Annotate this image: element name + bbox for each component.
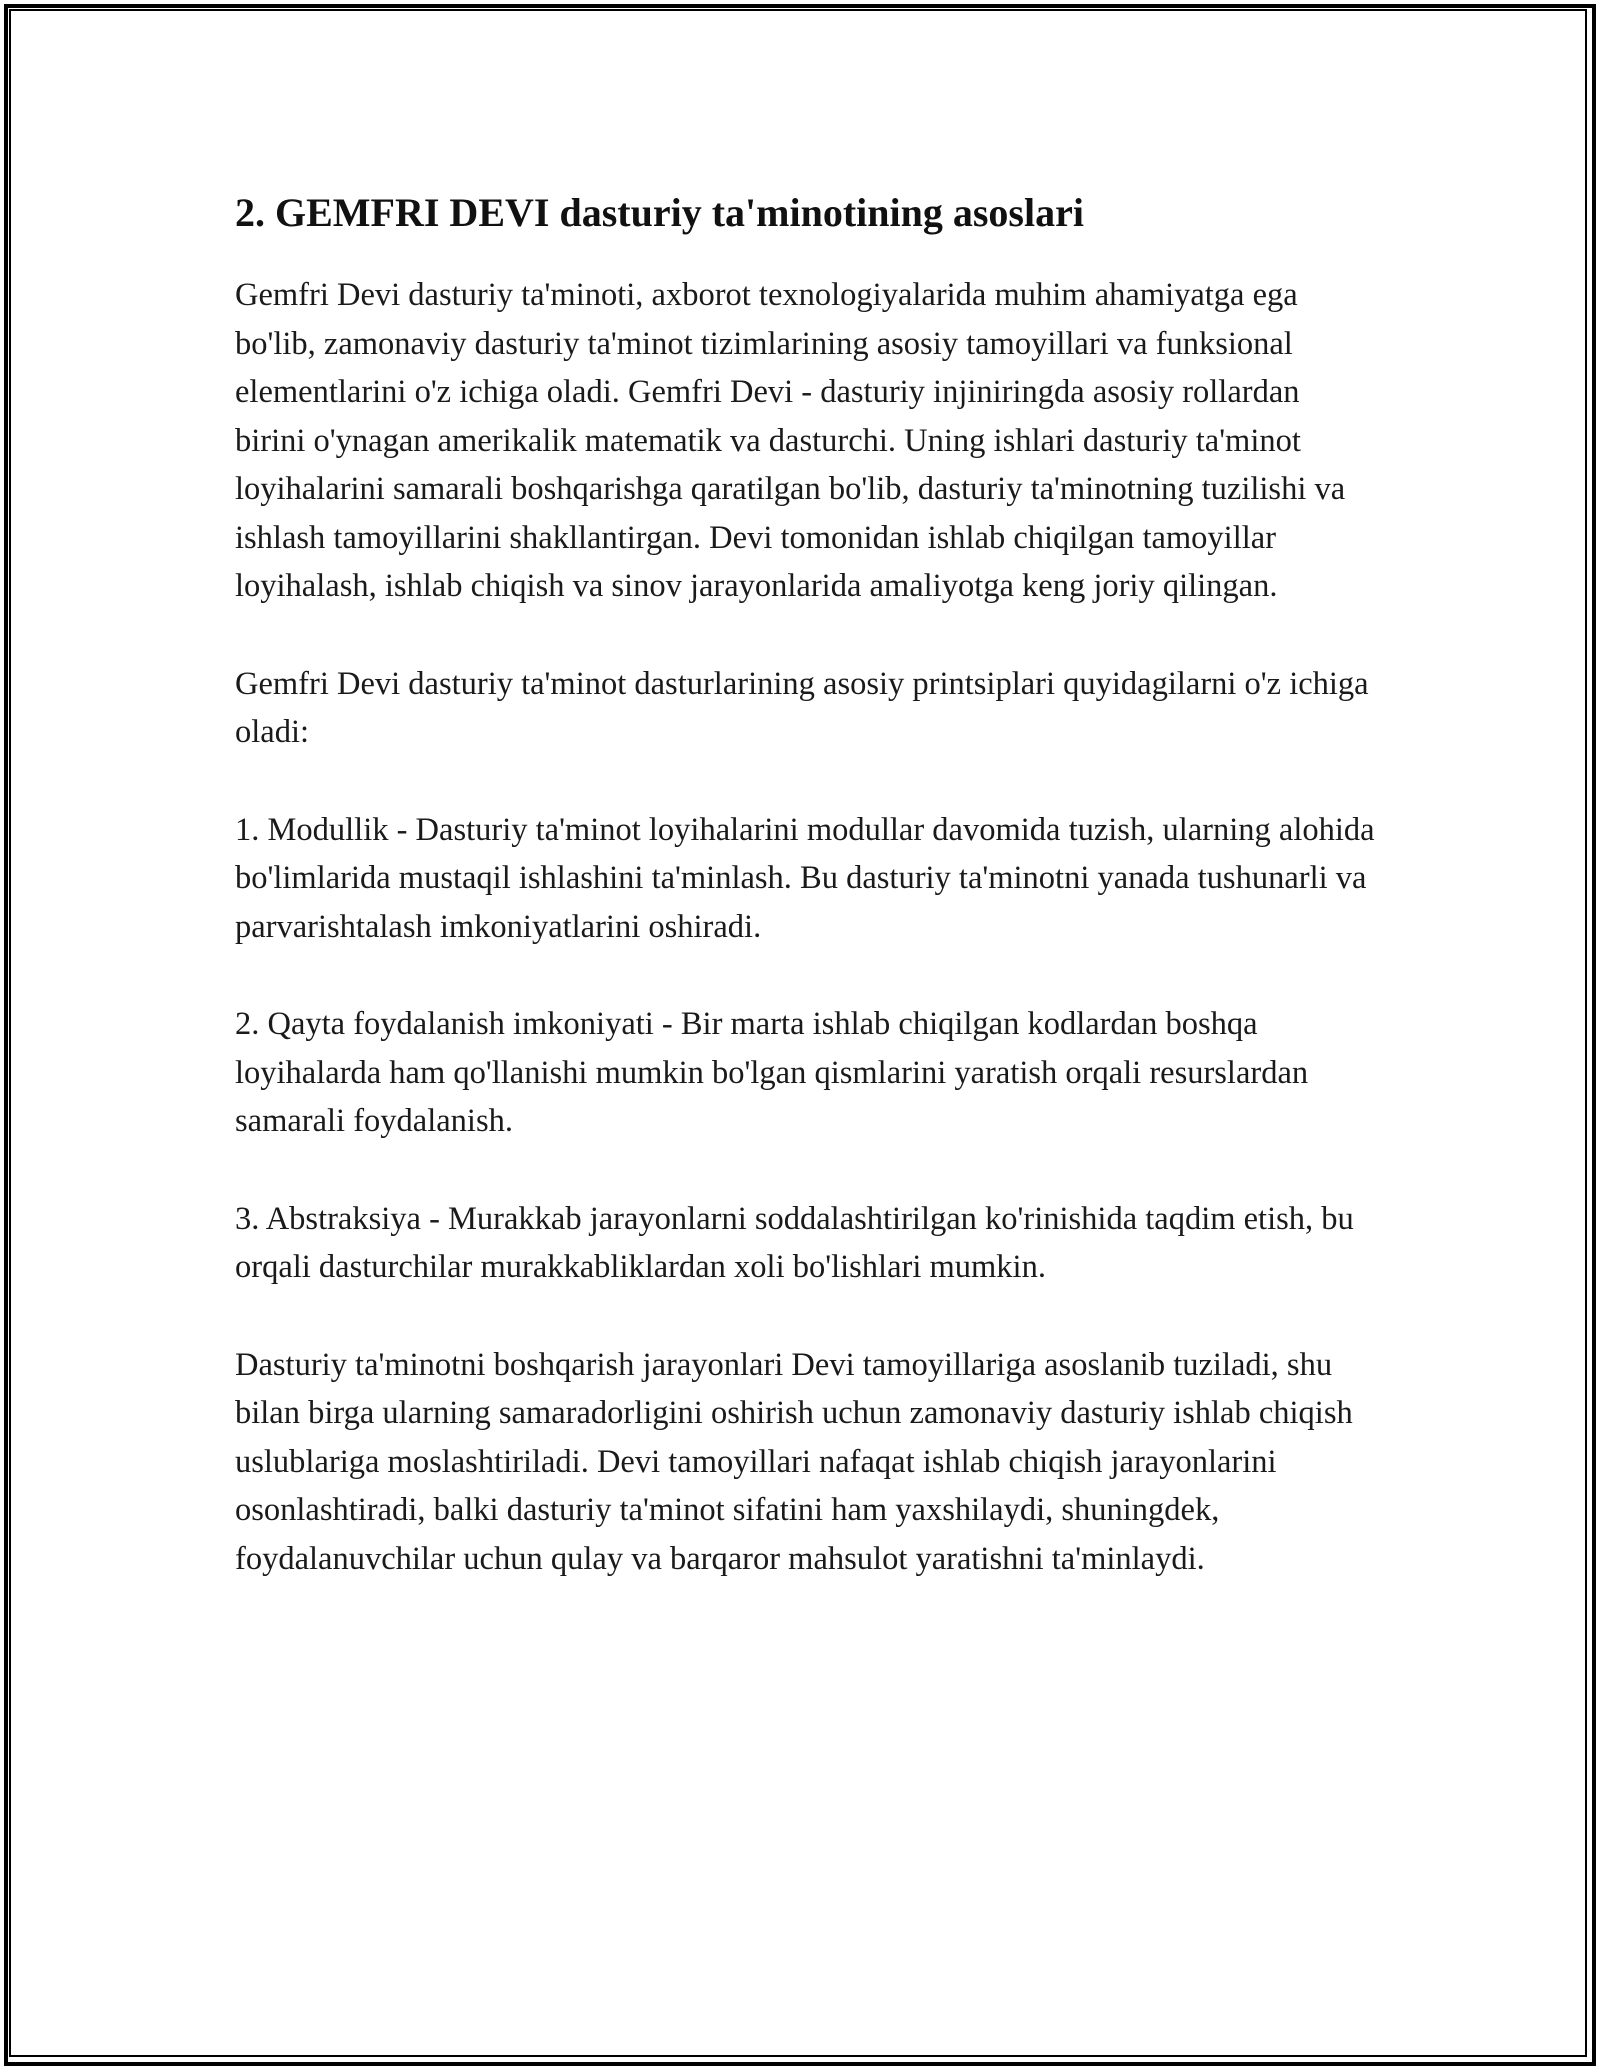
principle-reusability: 2. Qayta foydalanish imkoniyati - Bir marta ishlab chiqilgan kodlardan boshqa loyihalarda ham qo'llanishi mumkin bo'lgan qismlarini yaratish orqali resurslardan samarali foydalanish.: [235, 1006, 1309, 1139]
conclusion-paragraph: Dasturiy ta'minotni boshqarish jarayonlari Devi tamoyillariga asoslanib tuziladi, shu bilan birga ularning samaradorligini oshirish uchun zamonaviy dasturiy ishlab chiqish uslublariga moslashtiriladi. Devi tamoyillari nafaqat ishlab chiqish jarayonlarini osonlashtiradi, balki dasturiy ta'minot sifatini ham yaxshilaydi, shuningdek, foydalanuvchilar uchun qulay va barqaror mahsulot yaratishni ta'minlaydi.: [235, 1346, 1353, 1577]
document-body: [235, 183, 1375, 1632]
section-heading: 2. GEMFRI DEVI dasturiy ta'minotining asoslari: [235, 190, 1084, 235]
principle-abstraction: 3. Abstraksiya - Murakkab jarayonlarni soddalashtirilgan ko'rinishida taqdim etish, bu orqali dasturchilar murakkabliklardan xoli bo'lishlari mumkin.: [235, 1200, 1354, 1285]
principles-intro-paragraph: Gemfri Devi dasturiy ta'minot dasturlarining asosiy printsiplari quyidagilarni o'z ichiga oladi:: [235, 665, 1369, 750]
intro-paragraph: Gemfri Devi dasturiy ta'minoti, axborot texnologiyalarida muhim ahamiyatga ega bo'lib, zamonaviy dasturiy ta'minot tizimlarining asosiy tamoyillari va funksional elementlarini o'z ichiga oladi. Gemfri Devi - dasturiy injiniringda asosiy rollardan birini o'ynagan amerikalik matematik va dasturchi. Uning ishlari dasturiy ta'minot loyihalarini samarali boshqarishga qaratilgan bo'lib, dasturiy ta'minotning tuzilishi va ishlash tamoyillarini shakllantirgan. Devi tomonidan ishlab chiqilgan tamoyillar loyihalash, ishlab chiqish va sinov jarayonlarida amaliyotga keng joriy qilingan.: [235, 277, 1346, 604]
principle-modularity: 1. Modullik - Dasturiy ta'minot loyihalarini modullar davomida tuzish, ularning alohida bo'limlarida mustaqil ishlashini ta'minlash. Bu dasturiy ta'minotni yanada tushunarli va parvarishtalash imkoniyatlarini oshiradi.: [235, 811, 1375, 945]
